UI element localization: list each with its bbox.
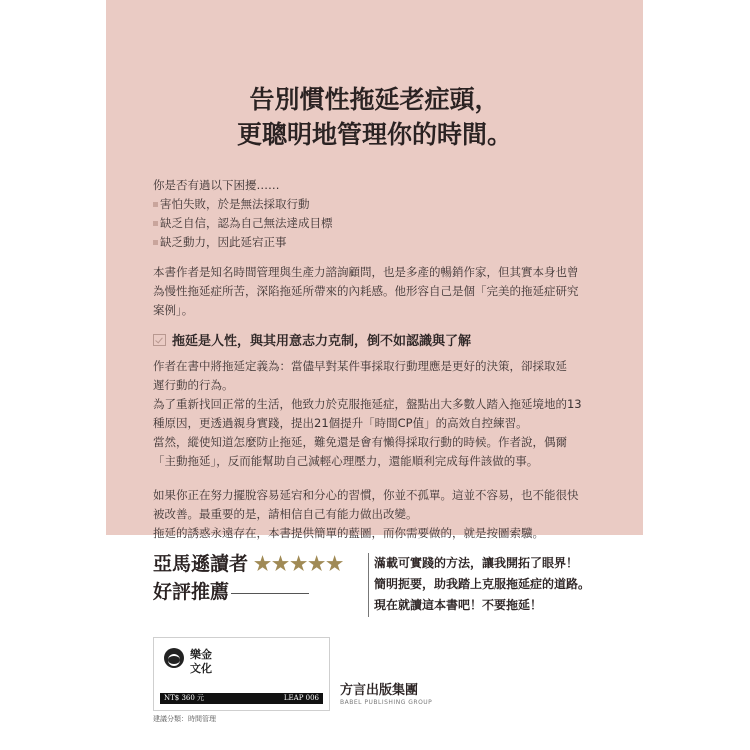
publisher-logo-box — [153, 637, 330, 711]
publisher-logo-text — [190, 648, 212, 676]
intro-lead: 你是否有過以下困擾…… — [153, 178, 280, 192]
paragraph-closing — [153, 486, 598, 543]
bullet-dot-icon — [153, 240, 158, 245]
text-line: 被改善。最重要的是，請相信自己有能力做出改變。 — [153, 507, 418, 521]
price: NT$ 360 元 — [164, 694, 205, 702]
bullet-text: 害怕失敗，於是無法採取行動 — [160, 197, 310, 211]
quote-divider — [368, 553, 369, 617]
text-line: 案例」。 — [153, 303, 194, 317]
quote: 滿載可實踐的方法，讓我開拓了眼界！ — [374, 556, 579, 570]
amazon-review-label — [153, 550, 344, 606]
divider — [231, 593, 309, 594]
bullet-item — [153, 214, 598, 233]
bullet-item — [153, 233, 598, 252]
text-line: 「主動拖延」，反而能幫助自己減輕心理壓力，還能順利完成每件該做的事。 — [153, 454, 539, 468]
bullet-text: 缺乏自信，認為自己無法達成目標 — [160, 216, 333, 230]
cover-title — [106, 82, 643, 152]
logo-line: 樂金 — [190, 648, 212, 661]
text-line: 為慢性拖延症所苦，深陷拖延所帶來的內耗感。他形容自己是個「完美的拖延症研究 — [153, 284, 579, 298]
title-line: 更聰明地管理你的時間。 — [236, 120, 512, 149]
paragraph-author — [153, 263, 598, 320]
pink-panel — [106, 0, 643, 540]
text-line: 作者在書中將拖延定義為：當儘早對某件事採取行動理應是更好的決策，卻採取延 — [153, 359, 567, 373]
bullet-text: 缺乏動力，因此延宕正事 — [160, 235, 287, 249]
checkbox-icon — [153, 334, 166, 346]
book-back-cover — [106, 0, 643, 750]
series-code: LEAP 006 — [283, 694, 319, 702]
quote: 現在就讀這本書吧！不要拖延！ — [374, 598, 543, 612]
publisher-logo-icon — [164, 648, 184, 668]
text-line: 本書作者是知名時間管理與生產力諮詢顧問，也是多產的暢銷作家，但其實本身也曾 — [153, 265, 579, 279]
group-name-en: BABEL PUBLISHING GROUP — [340, 699, 433, 706]
amazon-line2: 好評推薦 — [153, 581, 230, 603]
bullet-item — [153, 195, 598, 214]
text-line: 如果你正在努力擺脫容易延宕和分心的習慣，你並不孤單。這並不容易，也不能很快 — [153, 488, 579, 502]
title-line: 告別慣性拖延老症頭， — [249, 85, 500, 114]
text-line: 當然，縱使知道怎麼防止拖延，難免還是會有懶得採取行動的時候。作者說，偶爾 — [153, 435, 567, 449]
heading-text: 拖延是人性，與其用意志力克制，倒不如認識與了解 — [172, 334, 472, 349]
price-bar — [160, 693, 323, 704]
section-heading — [153, 330, 471, 349]
bullet-dot-icon — [153, 221, 158, 226]
five-star-icon: ★★★★★ — [254, 553, 345, 575]
text-line: 拖延的誘惑永遠存在，本書提供簡單的藍圖，而你需要做的，就是按圖索驥。 — [153, 526, 544, 540]
text-line: 遲行動的行為。 — [153, 378, 234, 392]
text-line: 為了重新找回正常的生活，他致力於克服拖延症，盤點出大多數人踏入拖延境地的13 — [153, 397, 582, 411]
text-line: 種原因，更透過親身實踐，提出21個提升「時間CP值」的高效自控練習。 — [153, 416, 528, 430]
publishing-group — [340, 683, 432, 706]
logo-line: 文化 — [190, 662, 212, 675]
reader-quotes — [374, 553, 590, 616]
group-name-zh: 方言出版集團 — [340, 683, 419, 698]
quote: 簡明扼要，助我踏上克服拖延症的道路。 — [374, 577, 591, 591]
intro-block — [153, 176, 598, 252]
amazon-line1: 亞馬遜讀者 — [153, 553, 249, 575]
paragraph-definition — [153, 357, 598, 471]
bullet-dot-icon — [153, 202, 158, 207]
category-label: 建議分類：時間管理 — [153, 715, 216, 723]
